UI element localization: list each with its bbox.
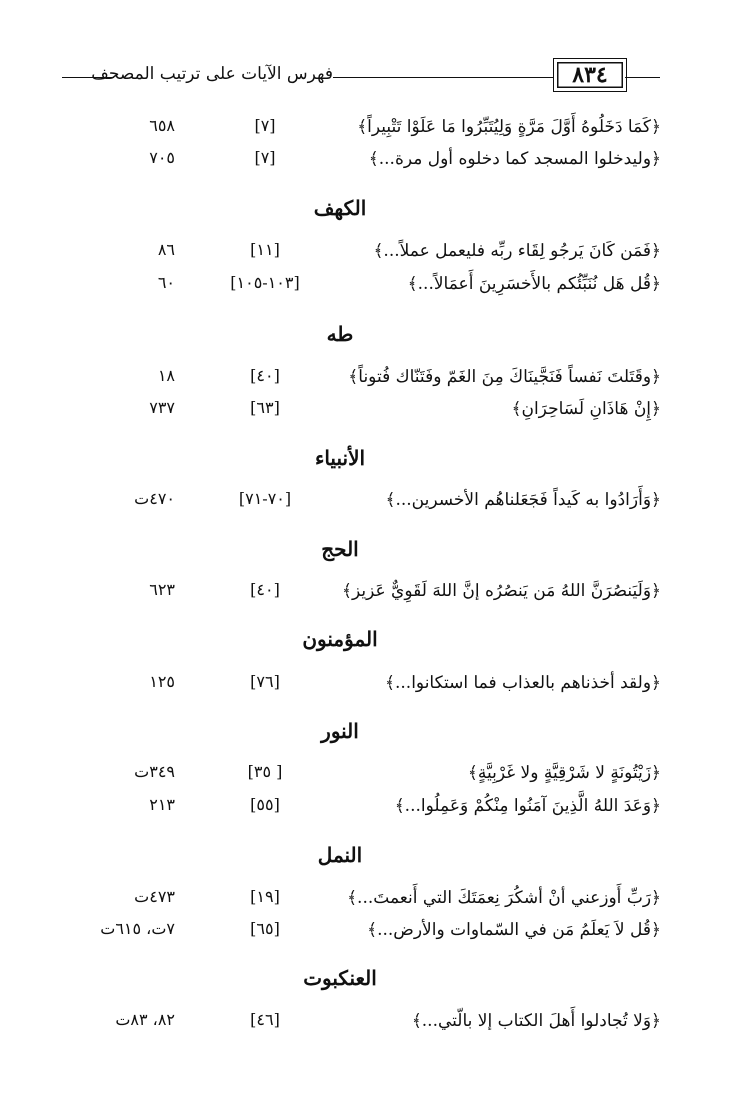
surah-heading: النور — [321, 719, 359, 743]
verse-text: ﴿إِنْ هَاذَانِ لَسَاحِرَانِ﴾ — [511, 399, 661, 419]
verse-text: ﴿كَمَا دَخَلُوهُ أَوَّلَ مَرَّةٍ وَلِيُتَبِّرُوا مَا عَلَوْا تَتْبِيراً﴾ — [357, 117, 661, 137]
page-reference: ٦٥٨ — [149, 116, 175, 135]
page-reference: ٨٢، ٨٣ت — [115, 1010, 175, 1029]
verse-number: [٤٦] — [250, 1010, 280, 1029]
verse-number: [٧] — [254, 116, 276, 135]
surah-heading: طه — [326, 322, 354, 346]
index-entry — [0, 240, 753, 270]
page-reference: ٣٤٩ت — [134, 762, 175, 781]
index-entry — [0, 580, 753, 610]
verse-text: ﴿وَلا تُجادلوا أَهلَ الكتاب إلا بالّتي...﴾ — [411, 1011, 661, 1031]
page-reference: ١٨ — [157, 366, 175, 385]
verse-number: [٧] — [254, 148, 276, 167]
page-title: فهرس الآيات على ترتيب المصحف — [91, 64, 333, 84]
verse-text: ﴿قُل لاَ يَعلَمُ مَن في السّماوات والأرض...﴾ — [367, 920, 661, 940]
verse-text: ﴿قُل هَل نُنَبِّئُكم بالأَخسَرِينَ أَعمَالاً...﴾ — [407, 274, 661, 294]
verse-number: [١١] — [250, 240, 280, 259]
surah-heading: المؤمنون — [302, 627, 378, 651]
index-entry — [0, 887, 753, 917]
index-entry — [0, 366, 753, 396]
index-entry — [0, 398, 753, 428]
page-reference: ٨٦ — [157, 240, 175, 259]
verse-text: ﴿رَبِّ أَوزعني أنْ أشكُرَ نِعمَتَكَ التي أَنعمتَ...﴾ — [347, 888, 661, 908]
verse-number: [١٩] — [250, 887, 280, 906]
verse-number: [٦٣] — [250, 398, 280, 417]
index-entry — [0, 273, 753, 303]
index-entry — [0, 795, 753, 825]
index-entry — [0, 919, 753, 949]
verse-number: [١٠٣-١٠٥] — [230, 273, 300, 292]
page-reference: ٧ت، ٦١٥ت — [100, 919, 175, 938]
page-reference: ٤٧٠ت — [134, 489, 175, 508]
index-entry — [0, 672, 753, 702]
verse-number: [٦٥] — [250, 919, 280, 938]
surah-heading: العنكبوت — [303, 966, 377, 990]
surah-heading: الأنبياء — [314, 446, 366, 470]
page-reference: ٧٣٧ — [149, 398, 175, 417]
surah-heading: الكهف — [313, 196, 367, 220]
verse-number: [٤٠] — [250, 580, 280, 599]
surah-heading: الحج — [321, 537, 359, 561]
index-entry — [0, 148, 753, 178]
page-reference: ٦٠ — [157, 273, 175, 292]
page-header — [0, 50, 753, 100]
header-rule-right — [625, 77, 660, 78]
index-entry — [0, 116, 753, 146]
page-reference: ٤٧٣ت — [134, 887, 175, 906]
verse-text: ﴿وقَتَلتَ نَفساً فَنَجَّينَاكَ مِنَ الغَمّ وفَتَنّاك فُتوناً﴾ — [348, 367, 661, 387]
page-reference: ٢١٣ — [149, 795, 175, 814]
verse-number: [٧٦] — [250, 672, 280, 691]
verse-text: ﴿زَيْتُونَةٍ لا شَرْقِيَّةٍ ولا غَرْبِيَّةٍ﴾ — [467, 763, 661, 783]
verse-number: [٥٥] — [250, 795, 280, 814]
surah-heading: النمل — [317, 843, 363, 867]
page-number: ٨٣٤ — [553, 58, 627, 92]
verse-text: ﴿وَعَدَ اللهُ الَّذِينَ آمَنُوا مِنْكُمْ وَعَمِلُوا...﴾ — [394, 796, 661, 816]
verse-text: ﴿وَلَيَنصُرَنَّ اللهُ مَن يَنصُرُه إنَّ اللهَ لَقَوِيٌّ عَزيز﴾ — [342, 581, 661, 601]
verse-text: ﴿فَمَن كَانَ يَرجُو لِقَاء ربِّه فليعمل عملاً...﴾ — [373, 241, 661, 261]
page-reference: ١٢٥ — [149, 672, 175, 691]
verse-number: [ ٣٥] — [247, 762, 283, 781]
page-reference: ٦٢٣ — [149, 580, 175, 599]
verse-number: [٧٠-٧١] — [238, 489, 292, 508]
page-reference: ٧٠٥ — [149, 148, 175, 167]
verse-text: ﴿ولقد أخذناهم بالعذاب فما استكانوا...﴾ — [385, 673, 661, 693]
index-entry — [0, 489, 753, 519]
index-entry — [0, 762, 753, 792]
verse-text: ﴿وليدخلوا المسجد كما دخلوه أول مرة...﴾ — [368, 149, 661, 169]
index-entry — [0, 1010, 753, 1040]
verse-text: ﴿وَأَرَادُوا به كَيداً فَجَعَلناهُم الأخسرين...﴾ — [385, 490, 661, 510]
verse-number: [٤٠] — [250, 366, 280, 385]
header-rule-middle — [333, 77, 553, 78]
